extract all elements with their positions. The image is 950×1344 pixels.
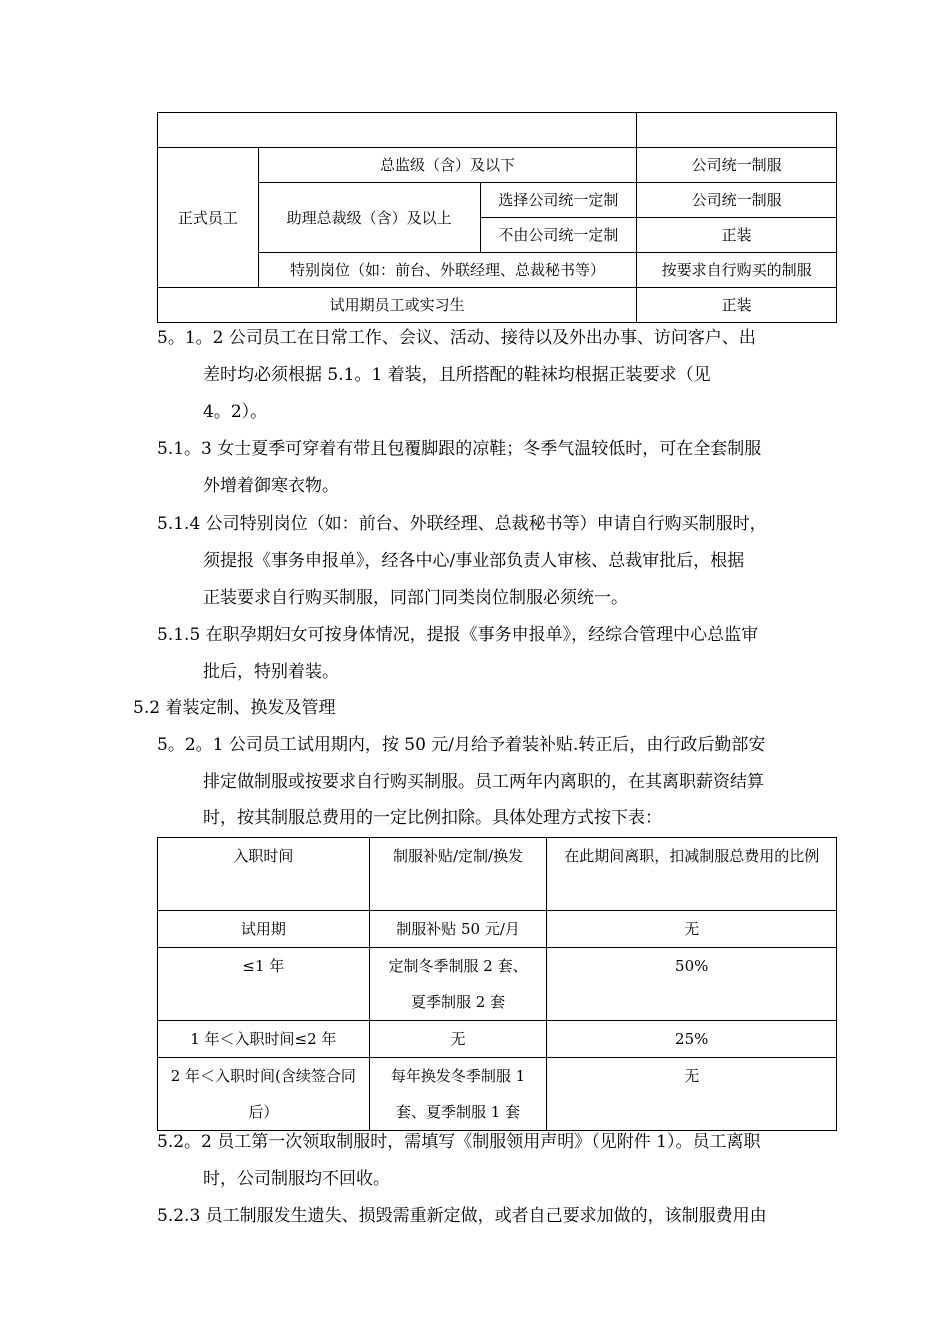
- paragraph-5-1-4-line-2: 须提报《事务申报单》，经各中心/事业部负责人审核、总裁审批后，根据: [203, 551, 745, 571]
- paragraph-5-1-2-line-3: 4。2）。: [203, 402, 268, 422]
- option-not-uniform-cell: 正装: [637, 218, 837, 253]
- row-1-entry-time: 试用期: [158, 911, 370, 948]
- row-4-ratio: 无: [547, 1058, 837, 1131]
- table1-blank-right: [637, 113, 837, 148]
- resignation-deduction-table: [157, 837, 837, 1131]
- director-below-uniform-cell: 公司统一制服: [637, 148, 837, 183]
- row-4-entry-time: 2 年＜入职时间(含续签合同后）: [158, 1058, 370, 1131]
- header-deduction-ratio: 在此期间离职，扣减制服总费用的比例: [547, 838, 837, 911]
- paragraph-5-2-1-line-3: 时，按其制服总费用的一定比例扣除。具体处理方式按下表：: [203, 808, 662, 828]
- paragraph-5-2-1-line-2: 排定做制服或按要求自行购买制服。员工两年内离职的，在其离职薪资结算: [203, 772, 764, 792]
- paragraph-5-2-1-line-1: 5。2。1 公司员工试用期内，按 50 元/月给予着装补贴.转正后，由行政后勤部安: [157, 735, 766, 755]
- table-header-row: [158, 838, 837, 911]
- option-choose-uniform-cell: 公司统一制服: [637, 183, 837, 218]
- header-entry-time: 入职时间: [158, 838, 370, 911]
- formal-staff-cell: 正式员工: [158, 148, 259, 288]
- option-not-cell: 不由公司统一定制: [480, 218, 637, 253]
- table1-blank-left: [158, 113, 637, 148]
- paragraph-5-1-3-line-2: 外增着御寒衣物。: [203, 476, 339, 496]
- paragraph-5-1-5-line-1: 5.1.5 在职孕期妇女可按身体情况，提报《事务申报单》，经综合管理中心总监审: [157, 625, 759, 645]
- row-3-entry-time: 1 年＜入职时间≤2 年: [158, 1021, 370, 1058]
- row-3-uniform: 无: [369, 1021, 547, 1058]
- paragraph-5-1-5-line-2: 批后，特别着装。: [203, 662, 339, 682]
- table-row: [158, 948, 837, 1021]
- row-2-entry-time: ≤1 年: [158, 948, 370, 1021]
- row-2-uniform: 定制冬季制服 2 套、夏季制服 2 套: [369, 948, 547, 1021]
- paragraph-5-1-3-line-1: 5.1。3 女士夏季可穿着有带且包覆脚跟的凉鞋；冬季气温较低时，可在全套制服: [157, 439, 762, 459]
- row-1-ratio: 无: [547, 911, 837, 948]
- table-row: [158, 1021, 837, 1058]
- special-posts-uniform-cell: 按要求自行购买的制服: [637, 253, 837, 288]
- paragraph-5-1-4-line-3: 正装要求自行购买制服，同部门同类岗位制服必须统一。: [203, 588, 628, 608]
- probation-intern-cell: 试用期员工或实习生: [158, 288, 637, 323]
- row-2-ratio: 50%: [547, 948, 837, 1021]
- paragraph-5-1-2-line-2: 差时均必须根据 5.1。1 着装，且所搭配的鞋袜均根据正装要求（见: [203, 365, 711, 385]
- probation-intern-uniform-cell: 正装: [637, 288, 837, 323]
- paragraph-5-1-4-line-1: 5.1.4 公司特别岗位（如：前台、外联经理、总裁秘书等）申请自行购买制服时，: [157, 514, 767, 534]
- row-3-ratio: 25%: [547, 1021, 837, 1058]
- special-posts-cell: 特别岗位（如：前台、外联经理、总裁秘书等）: [258, 253, 636, 288]
- table-row: [158, 1058, 837, 1131]
- row-1-uniform: 制服补贴 50 元/月: [369, 911, 547, 948]
- paragraph-5-1-2-line-1: 5。1。2 公司员工在日常工作、会议、活动、接待以及外出办事、访问客户、出: [157, 328, 756, 348]
- table-row: [158, 911, 837, 948]
- option-choose-cell: 选择公司统一定制: [480, 183, 637, 218]
- row-4-uniform: 每年换发冬季制服 1 套、夏季制服 1 套: [369, 1058, 547, 1131]
- paragraph-5-2-2-line-2: 时，公司制服均不回收。: [203, 1169, 390, 1189]
- section-heading-5-2: 5.2 着装定制、换发及管理: [133, 698, 336, 718]
- assistant-president-above-cell: 助理总裁级（含）及以上: [258, 183, 480, 253]
- paragraph-5-2-2-line-1: 5.2。2 员工第一次领取制服时，需填写《制服领用声明》（见附件 1）。员工离职: [157, 1132, 761, 1152]
- paragraph-5-2-3-line-1: 5.2.3 员工制服发生遗失、损毁需重新定做，或者自己要求加做的，该制服费用由: [157, 1206, 767, 1226]
- director-below-cell: 总监级（含）及以下: [258, 148, 636, 183]
- header-uniform-allowance: 制服补贴/定制/换发: [369, 838, 547, 911]
- uniform-policy-table: [157, 112, 837, 323]
